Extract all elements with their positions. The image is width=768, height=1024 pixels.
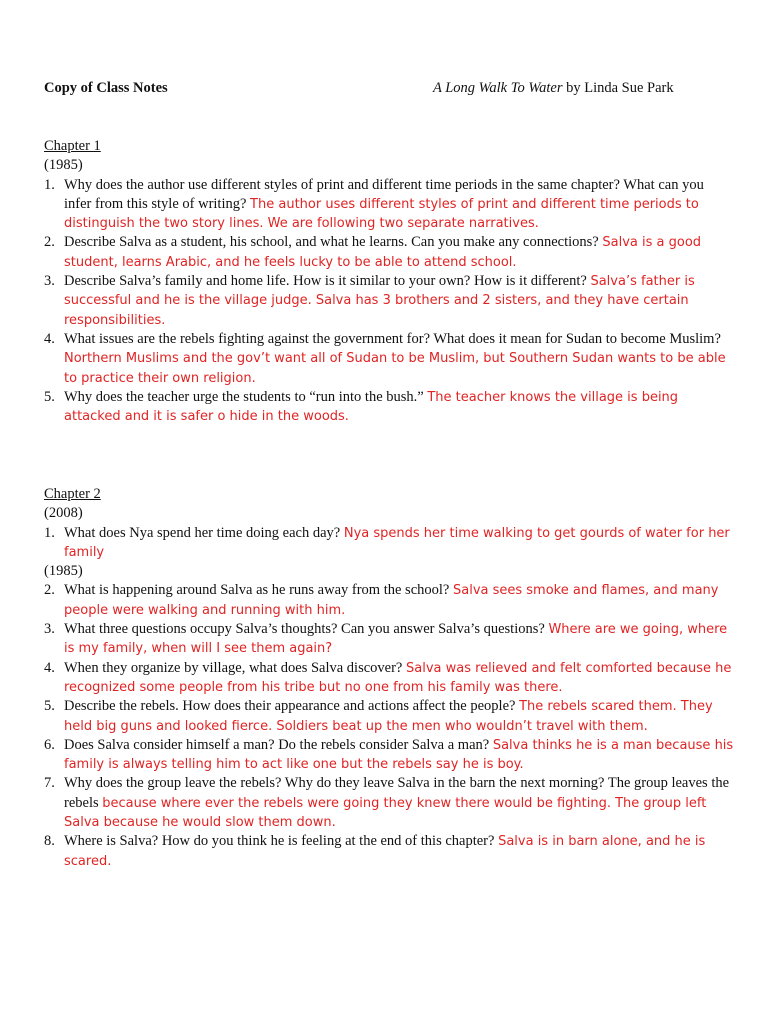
answer-text: The author uses different styles of print and different time periods to distinguish the two story lines. We are following two separate narratives. <box>64 196 699 232</box>
question-number: 7. <box>44 775 55 792</box>
question-item <box>44 736 734 775</box>
chapter-1-section <box>44 137 734 426</box>
question-number: 3. <box>44 273 55 290</box>
answer-text: Nya spends her time walking to get gourds of water for her family <box>64 525 730 560</box>
answer-text: The teacher knows the village is being attacked and it is safer o hide in the woods. <box>64 389 679 425</box>
document-header <box>44 80 714 97</box>
question-text: Does Salva consider himself a man? Do the rebels consider Salva a man? <box>64 736 490 753</box>
answer-text: The rebels scared them. They held big guns and looked fierce. Soldiers beat up the men who wouldn’t travel with them. <box>64 699 713 734</box>
question-item <box>44 832 734 871</box>
question-item <box>44 272 734 330</box>
question-item <box>44 233 734 272</box>
question-item <box>44 620 734 659</box>
chapter-2-questions-part-2 <box>44 581 734 870</box>
question-text: What three questions occupy Salva’s thoughts? Can you answer Salva’s questions? <box>64 621 545 638</box>
question-text: Where is Salva? How do you think he is feeling at the end of this chapter? <box>64 833 495 850</box>
question-text: What issues are the rebels fighting against the government for? What does it mean for Sudan to become Muslim? <box>64 330 721 347</box>
answer-text: Northern Muslims and the gov’t want all of Sudan to be Muslim, but Southern Sudan wants to be able to practice their own religion. <box>64 351 726 386</box>
question-text: Why does the group leave the rebels? Why do they leave Salva in the barn the next morning? The group leaves the rebels <box>64 775 730 811</box>
question-number: 8. <box>44 833 55 850</box>
question-number: 4. <box>44 330 55 347</box>
chapter-2-questions-part-1 <box>44 524 734 563</box>
notes-title: Copy of Class Notes <box>44 80 168 96</box>
chapter-1-year: (1985) <box>44 157 83 174</box>
question-item <box>44 388 734 427</box>
answer-text: Salva is a good student, learns Arabic, and he feels lucky to be able to attend school. <box>64 235 702 270</box>
question-text: What is happening around Salva as he runs away from the school? <box>64 582 450 599</box>
question-text: When they organize by village, what does Salva discover? <box>64 659 403 676</box>
question-number: 3. <box>44 621 55 638</box>
question-text: Why does the author use different styles of print and different time periods in the same chapter? What can you infer from this style of writing? <box>64 176 704 212</box>
question-item <box>44 330 734 388</box>
question-number: 1. <box>44 176 55 193</box>
question-number: 5. <box>44 698 55 715</box>
question-number: 6. <box>44 736 55 753</box>
question-item <box>44 774 734 832</box>
book-credit <box>433 80 674 97</box>
question-item <box>44 697 734 736</box>
chapter-1-title: Chapter 1 <box>44 138 101 154</box>
question-number: 5. <box>44 388 55 405</box>
chapter-2-section <box>44 485 734 871</box>
answer-text: Salva thinks he is a man because his family is always telling him to act like one but the rebels say he is boy. <box>64 737 734 773</box>
chapter-2-year-2008: (2008) <box>44 505 83 522</box>
answer-text: because where ever the rebels were going they knew there would be fighting. The group left Salva because he would slow them down. <box>64 795 707 831</box>
book-author: by Linda Sue Park <box>562 80 674 96</box>
question-item <box>44 659 734 698</box>
answer-text: Salva sees smoke and flames, and many people were walking and running with him. <box>64 583 719 618</box>
question-item <box>44 524 734 563</box>
question-text: Describe Salva’s family and home life. How is it similar to your own? How is it different? <box>64 273 587 290</box>
chapter-1-questions <box>44 176 734 427</box>
question-text: What does Nya spend her time doing each day? <box>64 524 341 541</box>
question-number: 2. <box>44 234 55 251</box>
question-text: Why does the teacher urge the students to “run into the bush.” <box>64 388 424 405</box>
book-title: A Long Walk To Water <box>433 80 563 96</box>
question-number: 1. <box>44 524 55 541</box>
question-number: 4. <box>44 659 55 676</box>
question-item <box>44 581 734 620</box>
answer-text: Salva’s father is successful and he is the village judge. Salva has 3 brothers and 2 sisters, and they have certain responsibilities. <box>64 274 695 328</box>
question-number: 2. <box>44 582 55 599</box>
question-text: Describe Salva as a student, his school, and what he learns. Can you make any connections? <box>64 234 599 251</box>
chapter-2-title: Chapter 2 <box>44 486 101 502</box>
answer-text: Where are we going, where is my family, when will I see them again? <box>64 622 728 657</box>
chapter-2-year-1985: (1985) <box>44 563 83 580</box>
question-text: Describe the rebels. How does their appearance and actions affect the people? <box>64 698 516 715</box>
question-item <box>44 176 734 234</box>
answer-text: Salva was relieved and felt comforted because he recognized some people from his tribe but no one from his family was there. <box>64 660 732 695</box>
answer-text: Salva is in barn alone, and he is scared. <box>64 834 706 869</box>
